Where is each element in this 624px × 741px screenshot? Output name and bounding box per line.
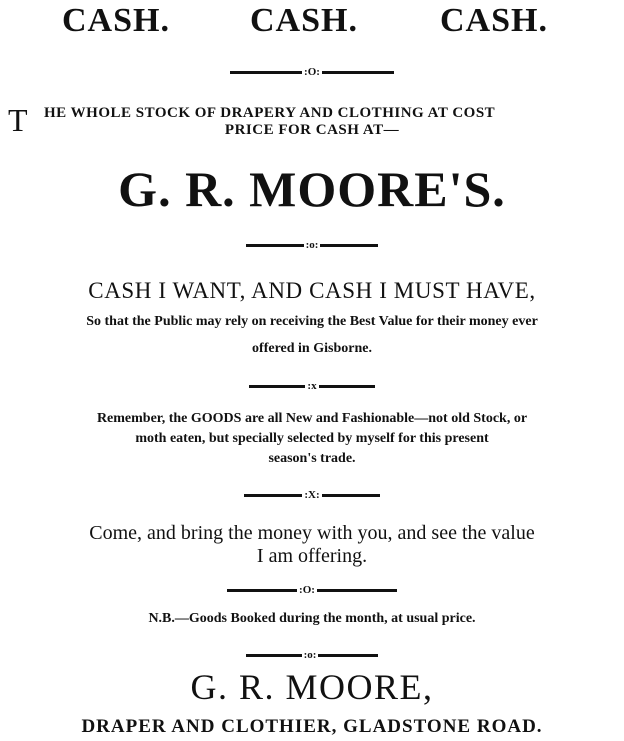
paragraph3-line-1: Come, and bring the money with you, and see the value: [89, 522, 535, 544]
paragraph3-line-2: I am offering.: [256, 545, 368, 567]
intro-line-2: PRICE FOR CASH AT—: [224, 122, 400, 138]
cash-word-3: CASH.: [440, 2, 548, 39]
drop-cap: T: [8, 102, 28, 138]
divider-mark: :O:: [304, 66, 320, 79]
ornamental-divider: [0, 236, 624, 250]
cash-word-2: CASH.: [250, 2, 358, 39]
divider-mark: :o:: [305, 239, 319, 252]
ornamental-divider: [0, 63, 624, 77]
divider-mark: :o:: [303, 649, 317, 662]
store-name-heading: G. R. MOORE'S.: [118, 161, 506, 217]
ornamental-divider: [0, 581, 624, 595]
paragraph1-line-1: So that the Public may rely on receiving the Best Value for their money ever: [86, 314, 538, 329]
signature-name: G. R. MOORE,: [190, 667, 434, 707]
nb-note: N.B.—Goods Booked during the month, at usual price.: [148, 611, 476, 626]
divider-mark: :x: [307, 380, 317, 393]
footer-address: DRAPER AND CLOTHIER, GLADSTONE ROAD.: [81, 716, 543, 737]
intro-line-1: HE WHOLE STOCK OF DRAPERY AND CLOTHING AT COST: [44, 105, 496, 121]
ornamental-divider: [0, 377, 624, 391]
slogan: CASH I WANT, AND CASH I MUST HAVE,: [88, 278, 536, 303]
paragraph2-line-3: season's trade.: [268, 451, 356, 466]
paragraph2-line-1: Remember, the GOODS are all New and Fashionable—not old Stock, or: [96, 411, 528, 426]
ornamental-divider: [0, 486, 624, 500]
divider-mark: :O:: [299, 584, 315, 597]
cash-header: [0, 2, 624, 42]
paragraph1-line-2: offered in Gisborne.: [252, 341, 372, 356]
ornamental-divider: [0, 646, 624, 660]
cash-word-1: CASH.: [62, 2, 170, 39]
paragraph2-line-2: moth eaten, but specially selected by myself for this present: [135, 431, 489, 446]
divider-mark: :X:: [304, 489, 320, 502]
